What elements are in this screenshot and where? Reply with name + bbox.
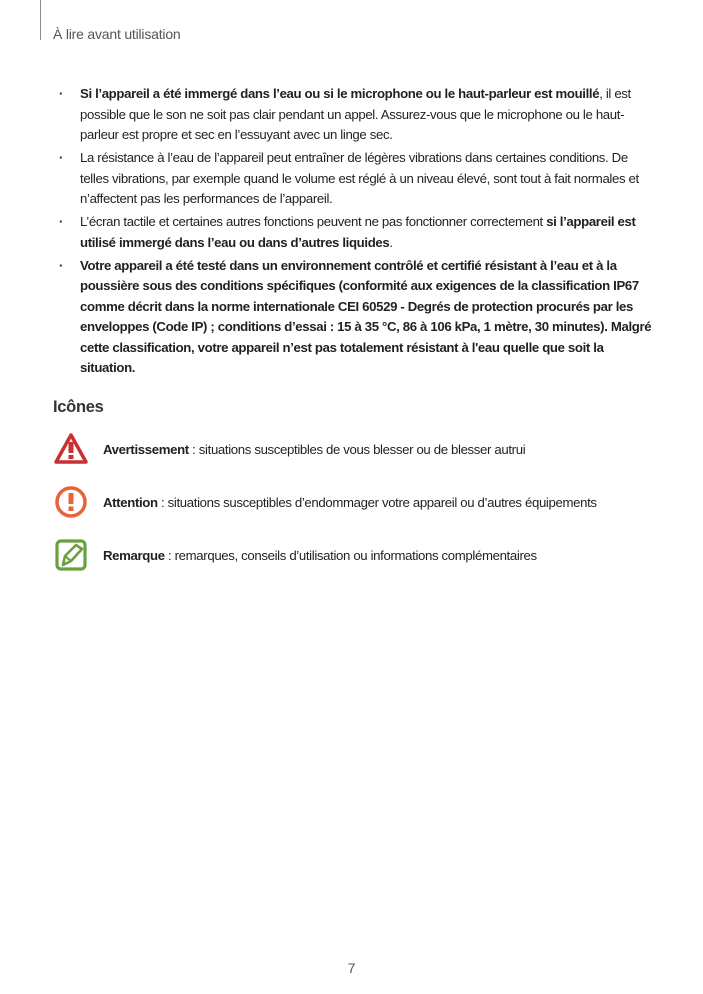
page-number: 7: [347, 960, 356, 976]
header-rule: [40, 0, 41, 40]
bullet-item: [57, 84, 657, 146]
icon-row-note: [53, 537, 537, 573]
bullet-dot: ·: [59, 150, 64, 165]
bullet-bold-text: Si l’appareil a été immergé dans l’eau ou si le microphone ou le haut-parleur est mouillé: [80, 86, 600, 101]
warning-triangle-icon: [53, 431, 89, 467]
bullet-text: La résistance à l’eau de l’appareil peut entraîner de légères vibrations dans certaines conditions. De telles vibrations, par exemple quand le volume est réglé à un niveau élevé, sont tout à fait normales et n’affectent pas les performances de l’appareil.: [80, 150, 639, 206]
bullet-item: [57, 256, 657, 379]
bullet-bold-text: Votre appareil a été testé dans un environnement contrôlé et certifié résistant à l’eau et à la poussière sous des conditions spécifiques (conformité aux exigences de la classification IP67 comme décrit dans la norme internationale CEI 60529 - Degrés de protection procurés par les enveloppes (Code IP) ; conditions d’essai : 15 à 35 °C, 86 à 106 kPa, 1 mètre, 30 minutes). Malgré cette classification, votre appareil n’est pas totalement résistant à l'eau quelle que soit la situation.: [80, 257, 652, 375]
icons-section-title: Icônes: [53, 398, 104, 416]
icon-description: : remarques, conseils d’utilisation ou informations complémentaires: [164, 547, 537, 563]
bullet-item: [57, 148, 657, 210]
header-title: À lire avant utilisation: [53, 26, 181, 42]
bullet-item: [57, 212, 657, 253]
icon-label: Attention: [103, 494, 158, 510]
icon-label: Remarque: [103, 547, 165, 563]
note-pencil-icon: [53, 537, 89, 573]
bullet-tail: .: [389, 234, 393, 250]
bullet-text: L’écran tactile et certaines autres fonctions peuvent ne pas fonctionner correctement: [80, 214, 547, 229]
bullet-bold-text: si l’appareil est utilisé immergé dans l’eau ou dans d’autres liquides: [80, 214, 636, 250]
bullet-dot: ·: [59, 214, 64, 229]
icon-row-warning: [53, 431, 525, 467]
icon-label: Avertissement: [103, 441, 189, 457]
icon-description: : situations susceptibles de vous blesser ou de blesser autrui: [188, 441, 526, 457]
bullet-list: [57, 84, 657, 381]
caution-circle-icon: [53, 484, 89, 520]
bullet-text: , il est possible que le son ne soit pas clair pendant un appel. Assurez-vous que le microphone ou le haut-parleur est propre et sec en l’essuyant avec un linge sec.: [80, 86, 631, 142]
bullet-dot: ·: [59, 257, 64, 273]
icon-description: : situations susceptibles d’endommager votre appareil ou d’autres équipements: [157, 494, 597, 510]
icon-row-attention: [53, 484, 597, 520]
bullet-dot: ·: [59, 86, 64, 101]
